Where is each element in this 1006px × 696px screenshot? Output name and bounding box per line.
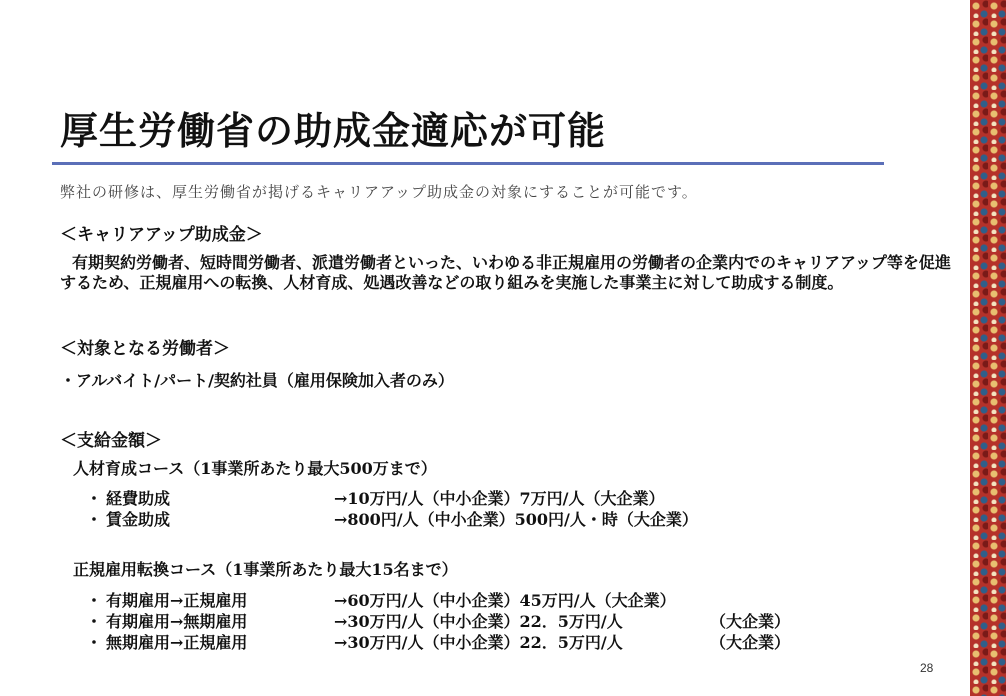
eligible-workers-item: ・アルバイト/パート/契約社員（雇用保険加入者のみ） — [60, 371, 454, 390]
page-number: 28 — [920, 661, 934, 675]
section-heading-eligible-workers: ＜対象となる労働者＞ — [60, 339, 230, 359]
bullet: ・ — [86, 489, 103, 508]
course-title-training: 人材育成コース（1事業所あたり最大500万まで） — [73, 459, 437, 478]
slide-title: 厚生労働省の助成金適応が可能 — [60, 108, 607, 153]
row-extra: （大企業） — [710, 633, 791, 652]
course-title-regular-conversion: 正規雇用転換コース（1事業所あたり最大15名まで） — [73, 560, 458, 579]
row-label: 賃金助成 — [106, 510, 171, 529]
row-label: 経費助成 — [106, 489, 171, 508]
row-value: →10万円/人（中小企業）7万円/人（大企業） — [334, 489, 665, 508]
bullet: ・ — [86, 612, 103, 631]
bullet: ・ — [86, 591, 103, 610]
row-label: 有期雇用→正規雇用 — [106, 591, 248, 610]
row-value: →60万円/人（中小企業）45万円/人（大企業） — [334, 591, 676, 610]
section-heading-payment-amount: ＜支給金額＞ — [60, 431, 162, 451]
decorative-side-strip — [970, 0, 1006, 696]
career-up-description-text: 有期契約労働者、短時間労働者、派遣労働者といった、いわゆる非正規雇用の労働者の企業内でのキャリアアップ等を促進するため、正規雇用への転換、人材育成、処遇改善などの取り組みを実施した事業主に対して助成する制度。 — [60, 253, 951, 292]
bullet: ・ — [86, 633, 103, 652]
row-label: 有期雇用→無期雇用 — [106, 612, 248, 631]
row-value: →30万円/人（中小企業）22．5万円/人 — [334, 633, 623, 652]
row-value: →800円/人（中小企業）500円/人・時（大企業） — [334, 510, 698, 529]
bullet: ・ — [86, 510, 103, 529]
career-up-description — [60, 253, 960, 293]
row-value: →30万円/人（中小企業）22．5万円/人 — [334, 612, 623, 631]
section-heading-career-up: ＜キャリアアップ助成金＞ — [60, 225, 263, 245]
intro-text: 弊社の研修は、厚生労働省が掲げるキャリアアップ助成金の対象にすることが可能です。 — [60, 183, 698, 201]
row-extra: （大企業） — [710, 612, 791, 631]
row-label: 無期雇用→正規雇用 — [106, 633, 248, 652]
title-underline — [52, 162, 884, 165]
